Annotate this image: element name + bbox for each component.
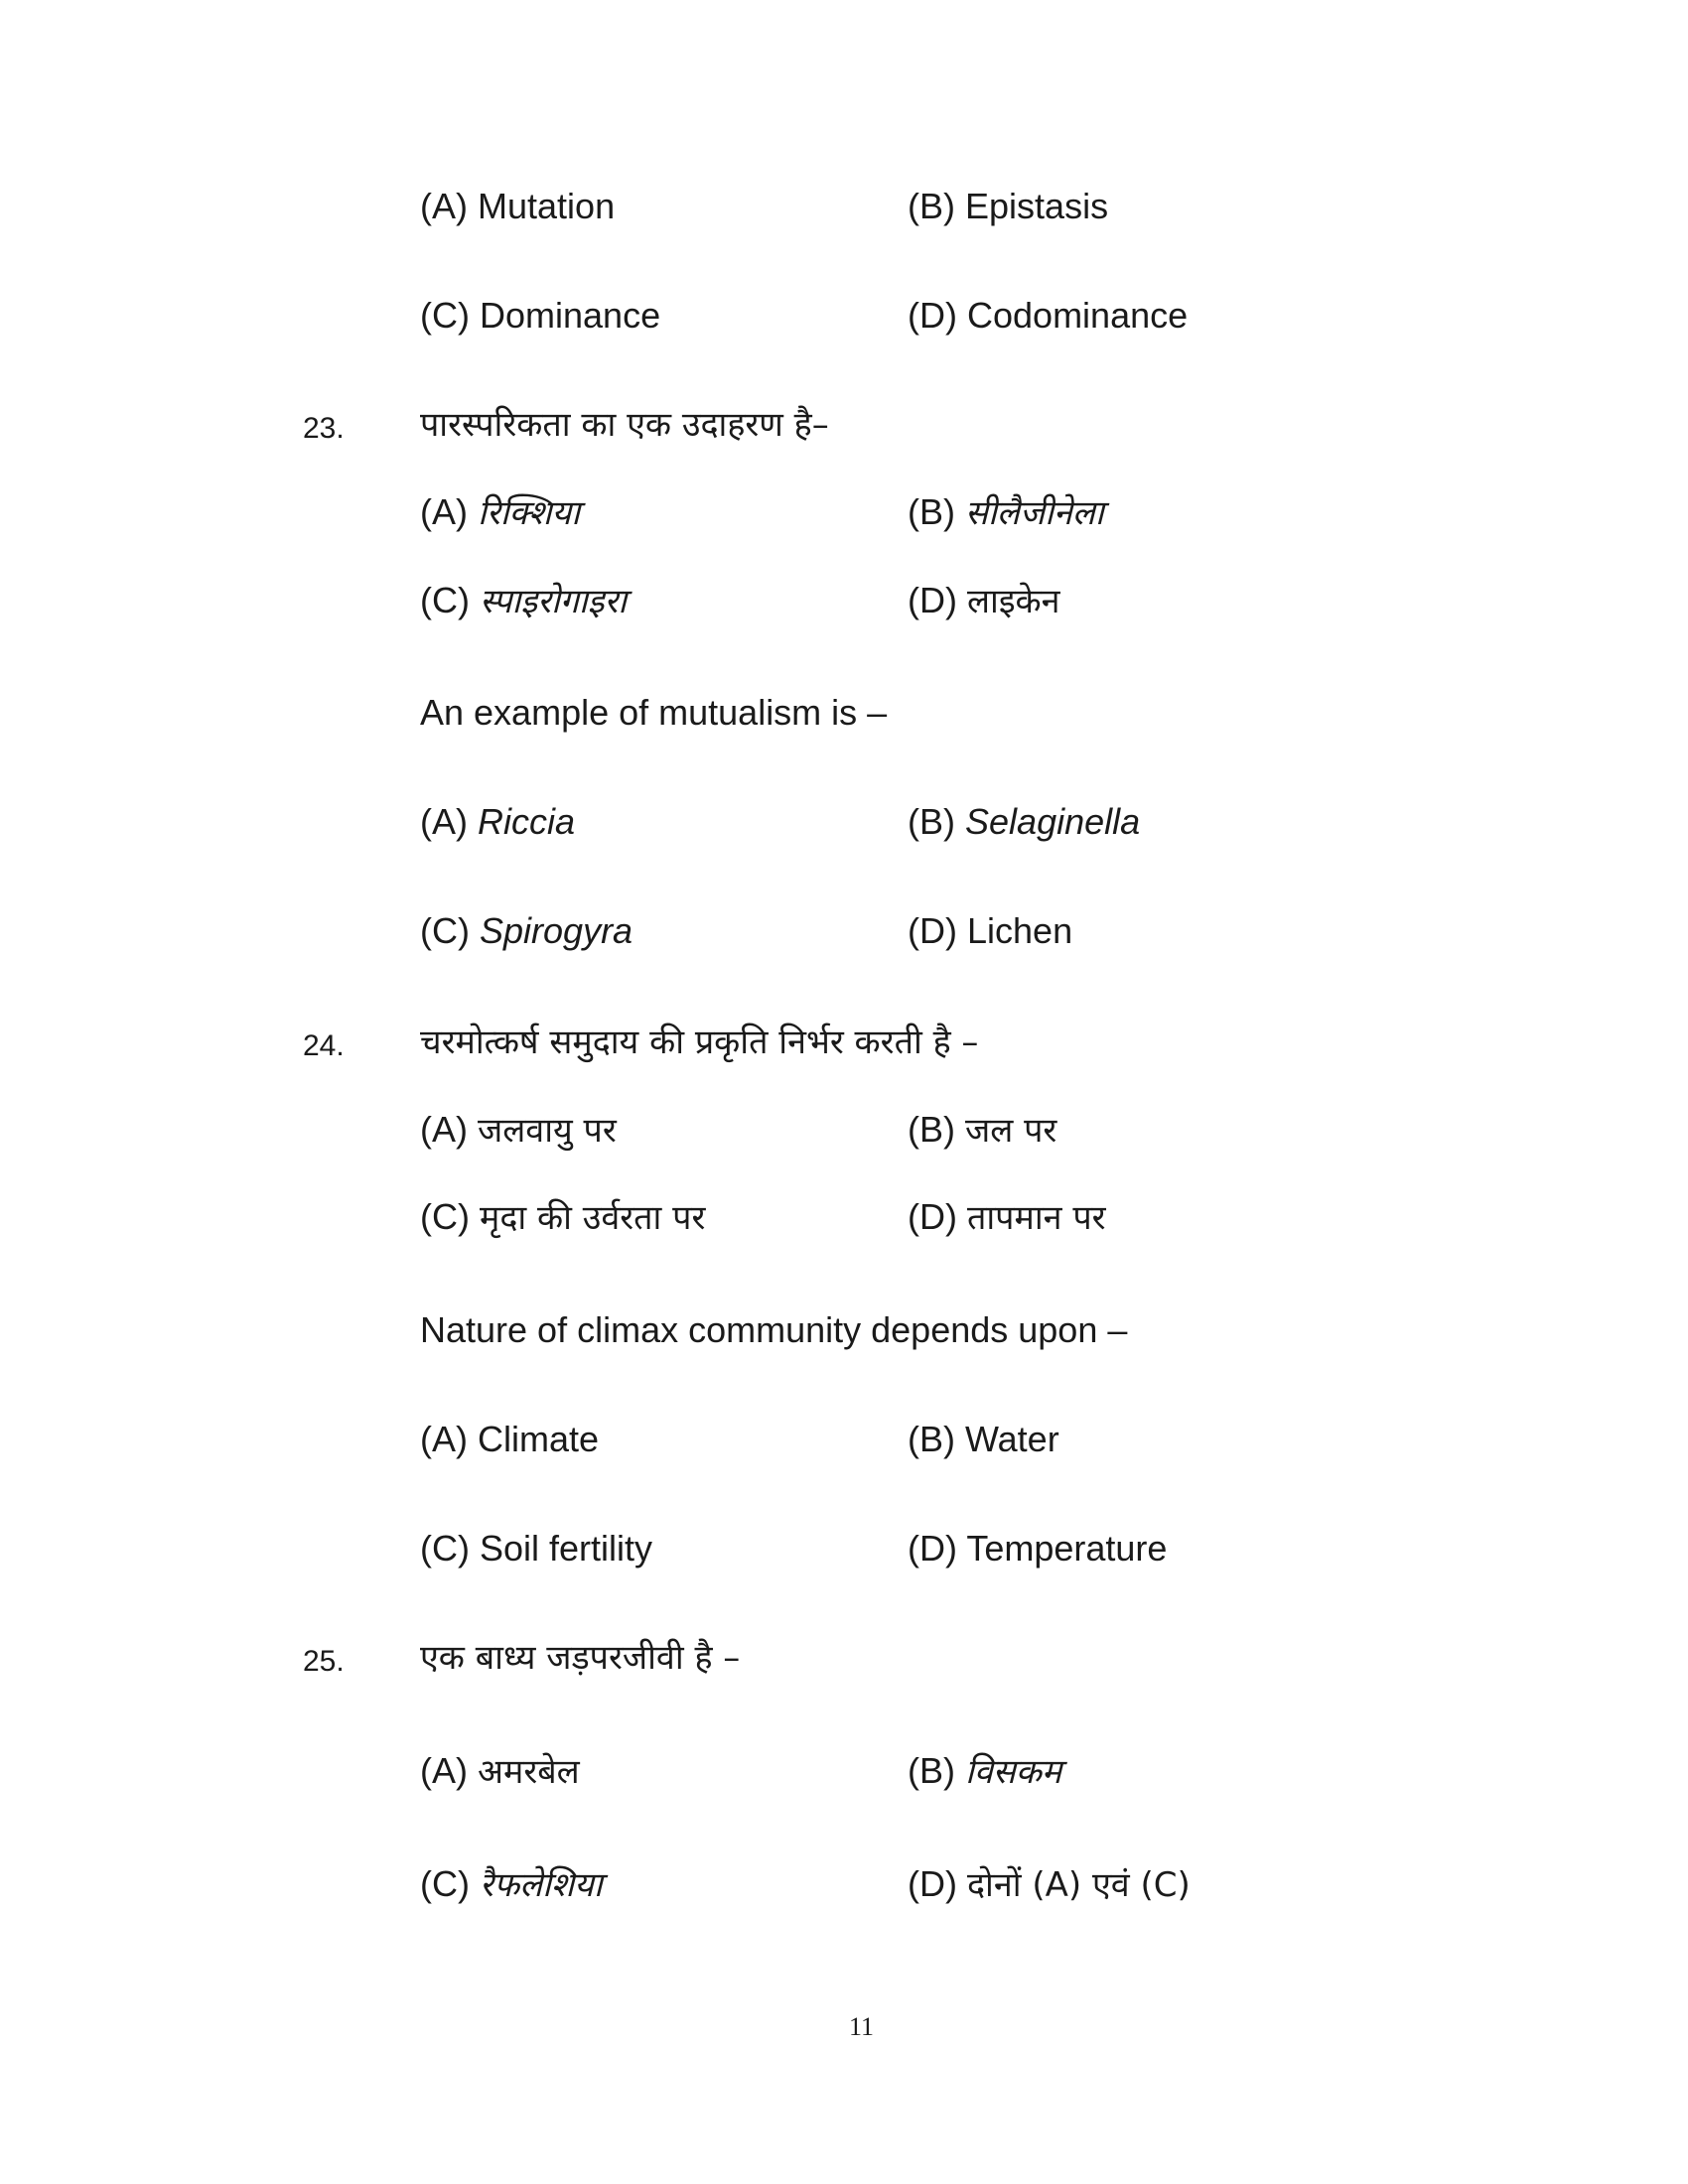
q25-number: 25. xyxy=(303,1645,345,1678)
q23-hindi-option-d: (D) लाइकेन xyxy=(908,580,1060,621)
q22-option-a: (A) Mutation xyxy=(420,186,616,226)
q25-hindi-option-b: (B) विसकम xyxy=(908,1750,1062,1792)
q24-english-option-b: (B) Water xyxy=(908,1419,1059,1459)
page-number: 11 xyxy=(848,2012,875,2041)
q24-hindi-option-d: (D) तापमान पर xyxy=(908,1196,1106,1238)
q23-english-option-c: (C) Spirogyra xyxy=(420,910,633,951)
q22-option-d: (D) Codominance xyxy=(908,295,1189,336)
q24-english-option-c: (C) Soil fertility xyxy=(420,1528,653,1569)
q22-option-b: (B) Epistasis xyxy=(908,186,1109,226)
q23-hindi-option-b: (B) सीलैजीनेला xyxy=(908,491,1104,533)
q23-hindi-option-a: (A) रिक्शिया xyxy=(420,491,581,533)
q23-hindi-option-c: (C) स्पाइरोगाइरा xyxy=(420,580,628,621)
q24-english-stem: Nature of climax community depends upon – xyxy=(420,1309,1128,1350)
q23-number: 23. xyxy=(303,412,345,445)
q24-english-option-d: (D) Temperature xyxy=(908,1528,1168,1569)
q24-hindi-option-c: (C) मृदा की उर्वरता पर xyxy=(420,1196,706,1238)
q23-english-option-d: (D) Lichen xyxy=(908,910,1073,951)
q24-hindi-option-b: (B) जल पर xyxy=(908,1109,1057,1151)
q24-english-option-a: (A) Climate xyxy=(420,1419,600,1459)
q25-hindi-option-a: (A) अमरबेल xyxy=(420,1750,580,1792)
q23-english-option-b: (B) Selaginella xyxy=(908,801,1141,842)
q22-option-c: (C) Dominance xyxy=(420,295,661,336)
q23-hindi-stem: पारस्परिकता का एक उदाहरण है– xyxy=(420,405,829,445)
q25-hindi-stem: एक बाध्य जड़परजीवी है – xyxy=(420,1638,741,1678)
q25-hindi-option-d: (D) दोनों (A) एवं (C) xyxy=(908,1863,1191,1905)
q23-english-stem: An example of mutualism is – xyxy=(420,692,888,733)
q24-hindi-stem: चरमोत्कर्ष समुदाय की प्रकृति निर्भर करती है – xyxy=(420,1023,979,1062)
q24-number: 24. xyxy=(303,1029,345,1062)
q23-english-option-a: (A) Riccia xyxy=(420,801,576,842)
q25-hindi-option-c: (C) रैफलेशिया xyxy=(420,1863,603,1905)
q24-hindi-option-a: (A) जलवायु पर xyxy=(420,1109,617,1151)
